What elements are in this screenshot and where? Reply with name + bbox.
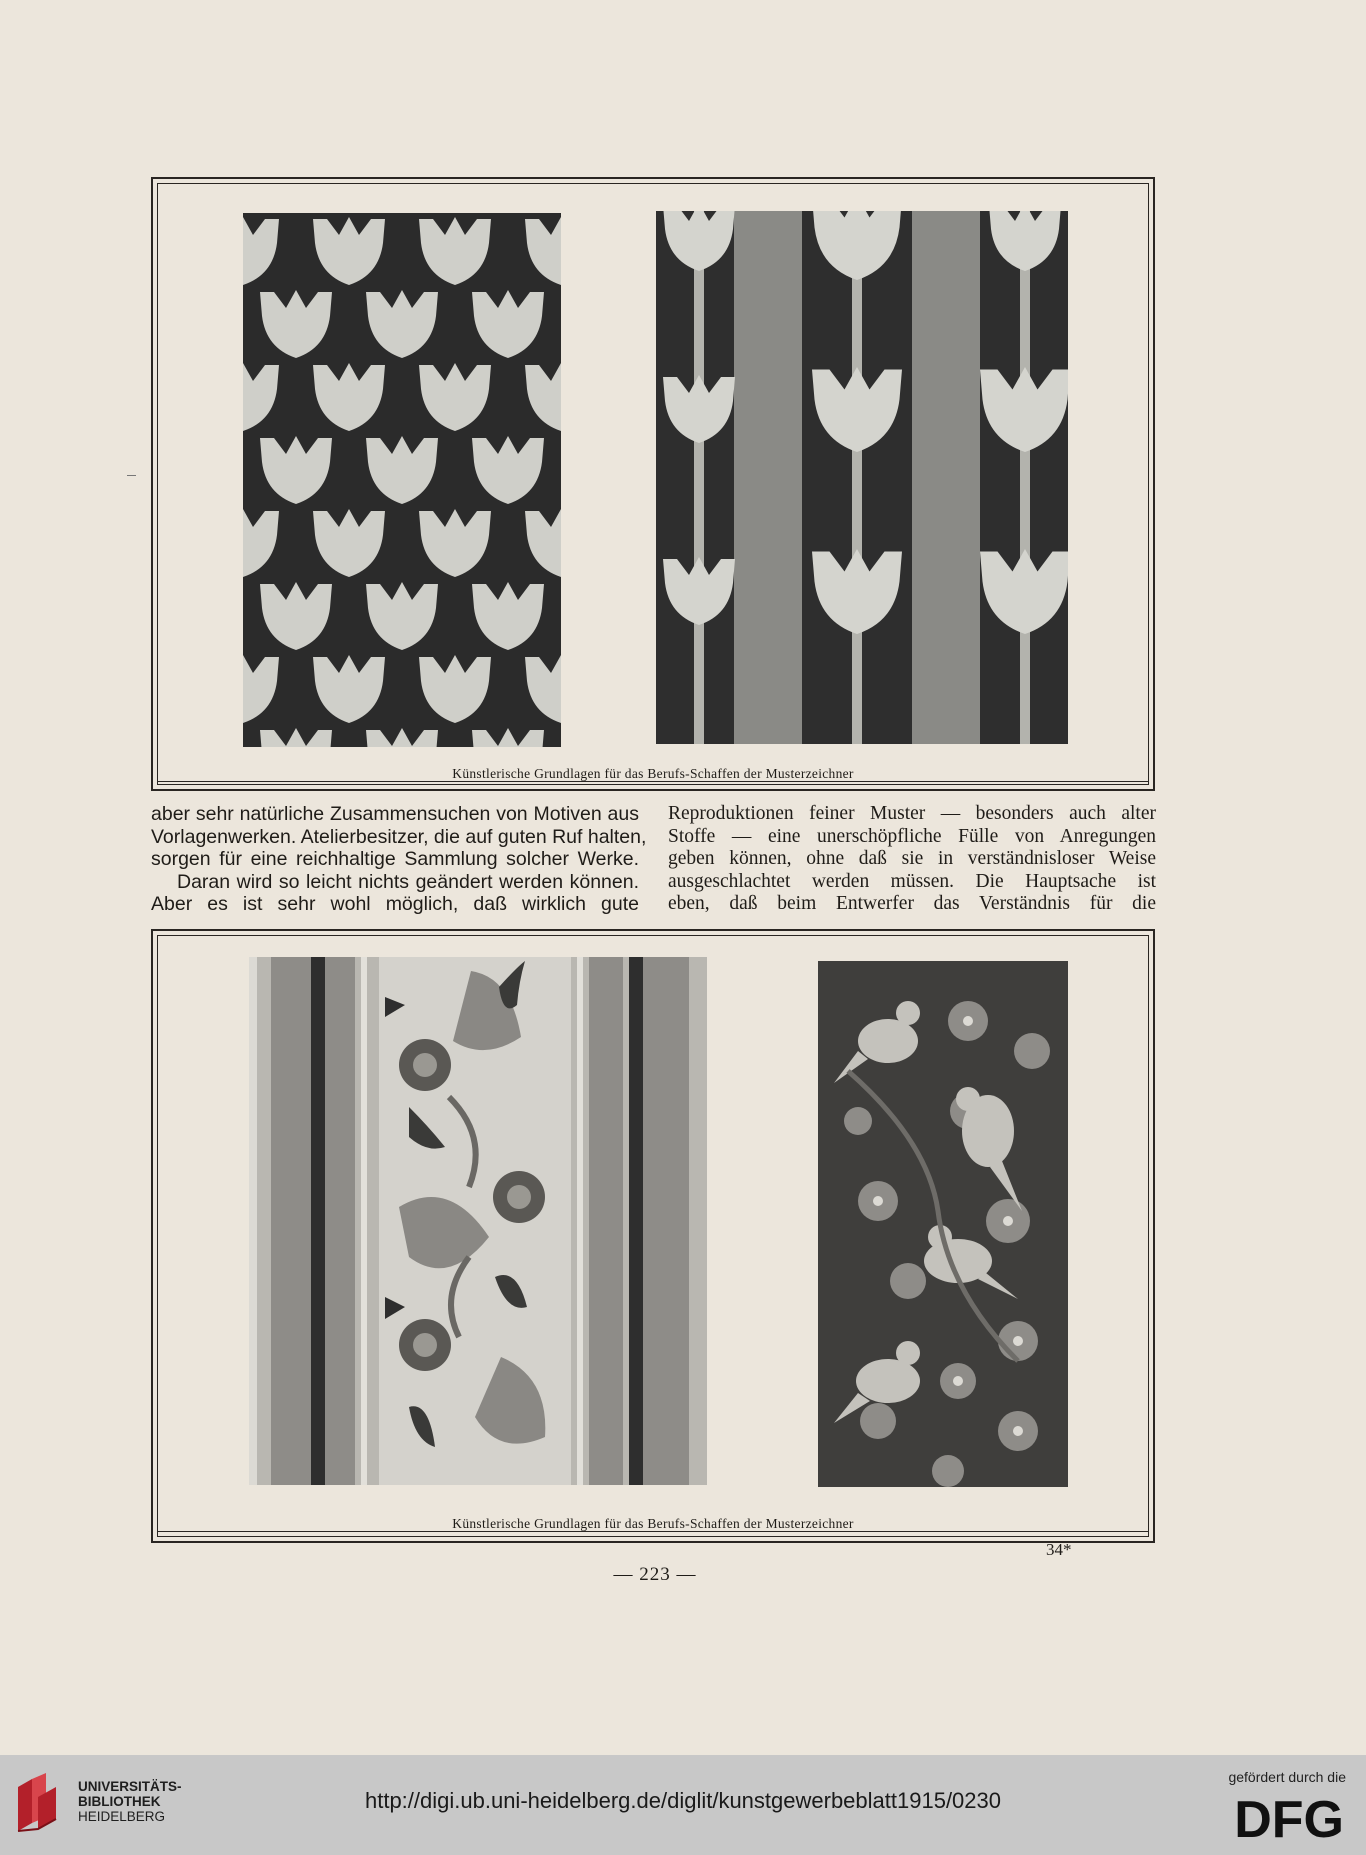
text-line: geben können, ohne daß sie in verständnisloser Weise [668, 848, 1156, 869]
tulip-stripe-pattern-right [656, 211, 1068, 744]
caption-rule [157, 1531, 1149, 1532]
institution-line: HEIDELBERG [78, 1809, 166, 1824]
margin-mark [127, 475, 136, 476]
tulip-pattern-left-image [243, 213, 561, 747]
text-line: Aber es ist sehr wohl möglich, daß wirklich gute [151, 893, 639, 915]
dfg-logo-text: DFG [1234, 1791, 1344, 1843]
text-line: Daran wird so leicht nichts geändert werden können. [177, 870, 639, 893]
text-column-left [151, 803, 647, 916]
text-line: aber sehr natürliche Zusammensuchen von Motiven aus [151, 803, 639, 825]
bird-floral-fabric-image [818, 961, 1068, 1487]
floral-stripe-fabric-image [249, 957, 707, 1485]
dfg-logo [1216, 1791, 1346, 1843]
text-line: sorgen für eine reichhaltige Sammlung solcher Werke. [151, 848, 639, 870]
tulip-stripe-pattern-right-image [656, 211, 1068, 744]
text-line: Stoffe — eine unerschöpfliche Fülle von Anregungen [668, 825, 1156, 847]
text-column-right [668, 803, 1156, 916]
footer-band [0, 1755, 1366, 1855]
tulip-pattern-left [243, 213, 561, 747]
institution-line: UNIVERSITÄTS- [78, 1779, 182, 1794]
plate-caption-top: Künstlerische Grundlagen für das Berufs-Schaffen der Musterzeichner [452, 766, 854, 781]
signature-mark: 34* [1046, 1540, 1072, 1559]
source-url-link[interactable]: http://digi.ub.uni-heidelberg.de/diglit/kunstgewerbeblatt1915/0230 [364, 1788, 1001, 1813]
plate-top [151, 177, 1155, 791]
text-line: eben, daß beim Entwerfer das Verständnis für die [668, 893, 1156, 914]
page-number: — 223 — [613, 1564, 697, 1585]
text-line: Reproduktionen feiner Muster — besonders auch alter [668, 803, 1156, 824]
caption-rule [157, 781, 1149, 782]
plate-caption-bottom: Künstlerische Grundlagen für das Berufs-Schaffen der Musterzeichner [452, 1516, 854, 1531]
text-line: ausgeschlachtet werden müssen. Die Hauptsache ist [668, 870, 1156, 892]
institution-line: BIBLIOTHEK [78, 1794, 161, 1809]
text-line: Vorlagenwerken. Atelierbesitzer, die auf guten Ruf halten, [151, 825, 647, 848]
plate-bottom [151, 929, 1155, 1543]
bird-floral-fabric [818, 961, 1068, 1487]
funded-by-label: gefördert durch die [1228, 1769, 1346, 1785]
body-text [151, 803, 1156, 921]
floral-stripe-fabric [249, 957, 707, 1485]
